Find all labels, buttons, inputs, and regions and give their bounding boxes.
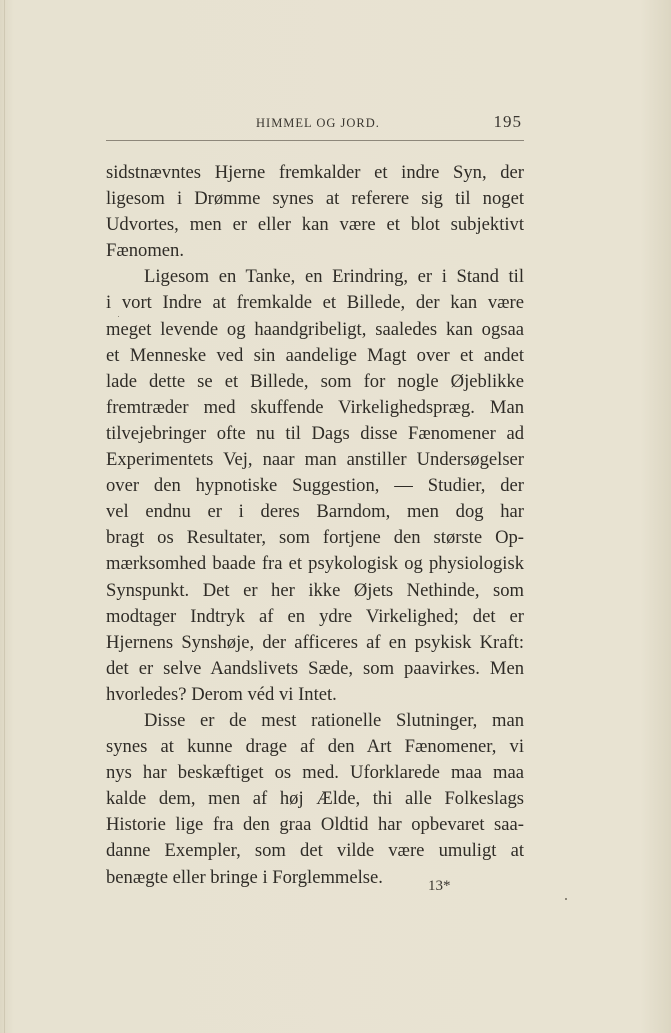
text-line: over den hypnotiske Suggestion, — Studier, der bbox=[106, 475, 524, 497]
text-line: ligesom i Drømme synes at referere sig til noget bbox=[106, 188, 524, 210]
running-title: HIMMEL OG JORD. bbox=[256, 116, 380, 130]
text-line: nys har beskæftiget os med. Uforklarede maa maa bbox=[106, 762, 524, 784]
text-line: mærksomhed baade fra et psykologisk og physiologisk bbox=[106, 553, 524, 575]
text-line: tilvejebringer ofte nu til Dags disse Fænomener ad bbox=[106, 422, 524, 444]
text-line: kalde dem, men af høj Ælde, thi alle Folkeslags bbox=[106, 788, 524, 810]
text-line: lade dette se et Billede, som for nogle Øjeblikke bbox=[106, 370, 524, 392]
page-edge bbox=[4, 0, 5, 1033]
text-line: modtager Indtryk af en ydre Virkelighed; det er bbox=[106, 605, 524, 627]
text-line: synes at kunne drage af den Art Fænomener, vi bbox=[106, 736, 524, 758]
text-line: hvorledes? Derom véd vi Intet. bbox=[106, 683, 337, 705]
text-line: Ligesom en Tanke, en Erindring, er i Stand til bbox=[144, 266, 524, 288]
text-line: fremtræder med skuffende Virkelighedspræg. Man bbox=[106, 396, 524, 418]
page-header bbox=[106, 112, 524, 134]
text-line: Hjernens Synshøje, der afficeres af en psykisk Kraft: bbox=[106, 631, 524, 653]
text-line: Experimentets Vej, naar man anstiller Undersøgelser bbox=[106, 449, 524, 471]
text-line: Synspunkt. Det er her ikke Øjets Nethinde, som bbox=[106, 579, 524, 601]
text-line: Historie lige fra den graa Oldtid har opbevaret saa- bbox=[106, 814, 524, 836]
text-line: vel endnu er i deres Barndom, men dog har bbox=[106, 501, 524, 523]
text-line: Disse er de mest rationelle Slutninger, man bbox=[144, 709, 524, 731]
text-line: Udvortes, men er eller kan være et blot subjektivt bbox=[106, 214, 524, 236]
text-line: danne Exempler, som det vilde være umuligt at bbox=[106, 840, 524, 862]
body-text bbox=[106, 160, 524, 891]
header-rule bbox=[106, 140, 524, 141]
page-number: 195 bbox=[493, 112, 522, 131]
text-line: et Menneske ved sin aandelige Magt over et andet bbox=[106, 344, 524, 366]
text-line: bragt os Resultater, som fortjene den største Op- bbox=[106, 527, 524, 549]
text-line: i vort Indre at fremkalde et Billede, der kan være bbox=[106, 292, 524, 314]
text-line: Fænomen. bbox=[106, 240, 184, 262]
signature-mark: 13* bbox=[428, 878, 451, 894]
text-line: meget levende og haandgribeligt, saaledes kan ogsaa bbox=[106, 318, 524, 340]
paper-speck bbox=[565, 898, 567, 900]
text-line: det er selve Aandslivets Sæde, som paavirkes. Men bbox=[106, 657, 524, 679]
text-line: sidstnævntes Hjerne fremkalder et indre Syn, der bbox=[106, 162, 524, 183]
text-line: benægte eller bringe i Forglemmelse. bbox=[106, 866, 383, 888]
paper-speck bbox=[118, 316, 119, 317]
